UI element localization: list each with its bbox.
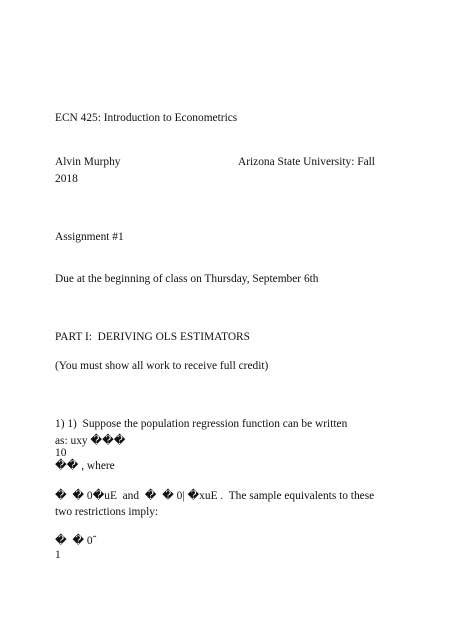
university-term: Arizona State University: Fall xyxy=(238,156,375,168)
assignment-title: Assignment #1 xyxy=(55,231,124,243)
term-year: 2018 xyxy=(55,173,78,185)
question-1-line-1: 1) 1) Suppose the population regression function can be written xyxy=(55,418,348,430)
question-1-line-2: as: uxy ��� xyxy=(55,435,126,447)
question-1-line-4: �� , where xyxy=(55,460,115,472)
question-1-line-5: � � 0�uE and � � 0| �xuE . The sample equivalents to these xyxy=(55,490,375,502)
instruction-note: (You must show all work to receive full credit) xyxy=(55,360,269,372)
author-name: Alvin Murphy xyxy=(55,156,121,168)
question-1-line-6: two restrictions imply: xyxy=(55,506,159,518)
question-1-line-8: 1 xyxy=(55,549,61,561)
question-1-line-3: 10 xyxy=(55,447,67,459)
course-title: ECN 425: Introduction to Econometrics xyxy=(55,112,238,124)
part-heading: PART I: DERIVING OLS ESTIMATORS xyxy=(55,331,250,343)
question-1-line-7: � � 0ˆ xyxy=(55,535,97,547)
due-date-text: Due at the beginning of class on Thursday, September 6th xyxy=(55,273,319,285)
